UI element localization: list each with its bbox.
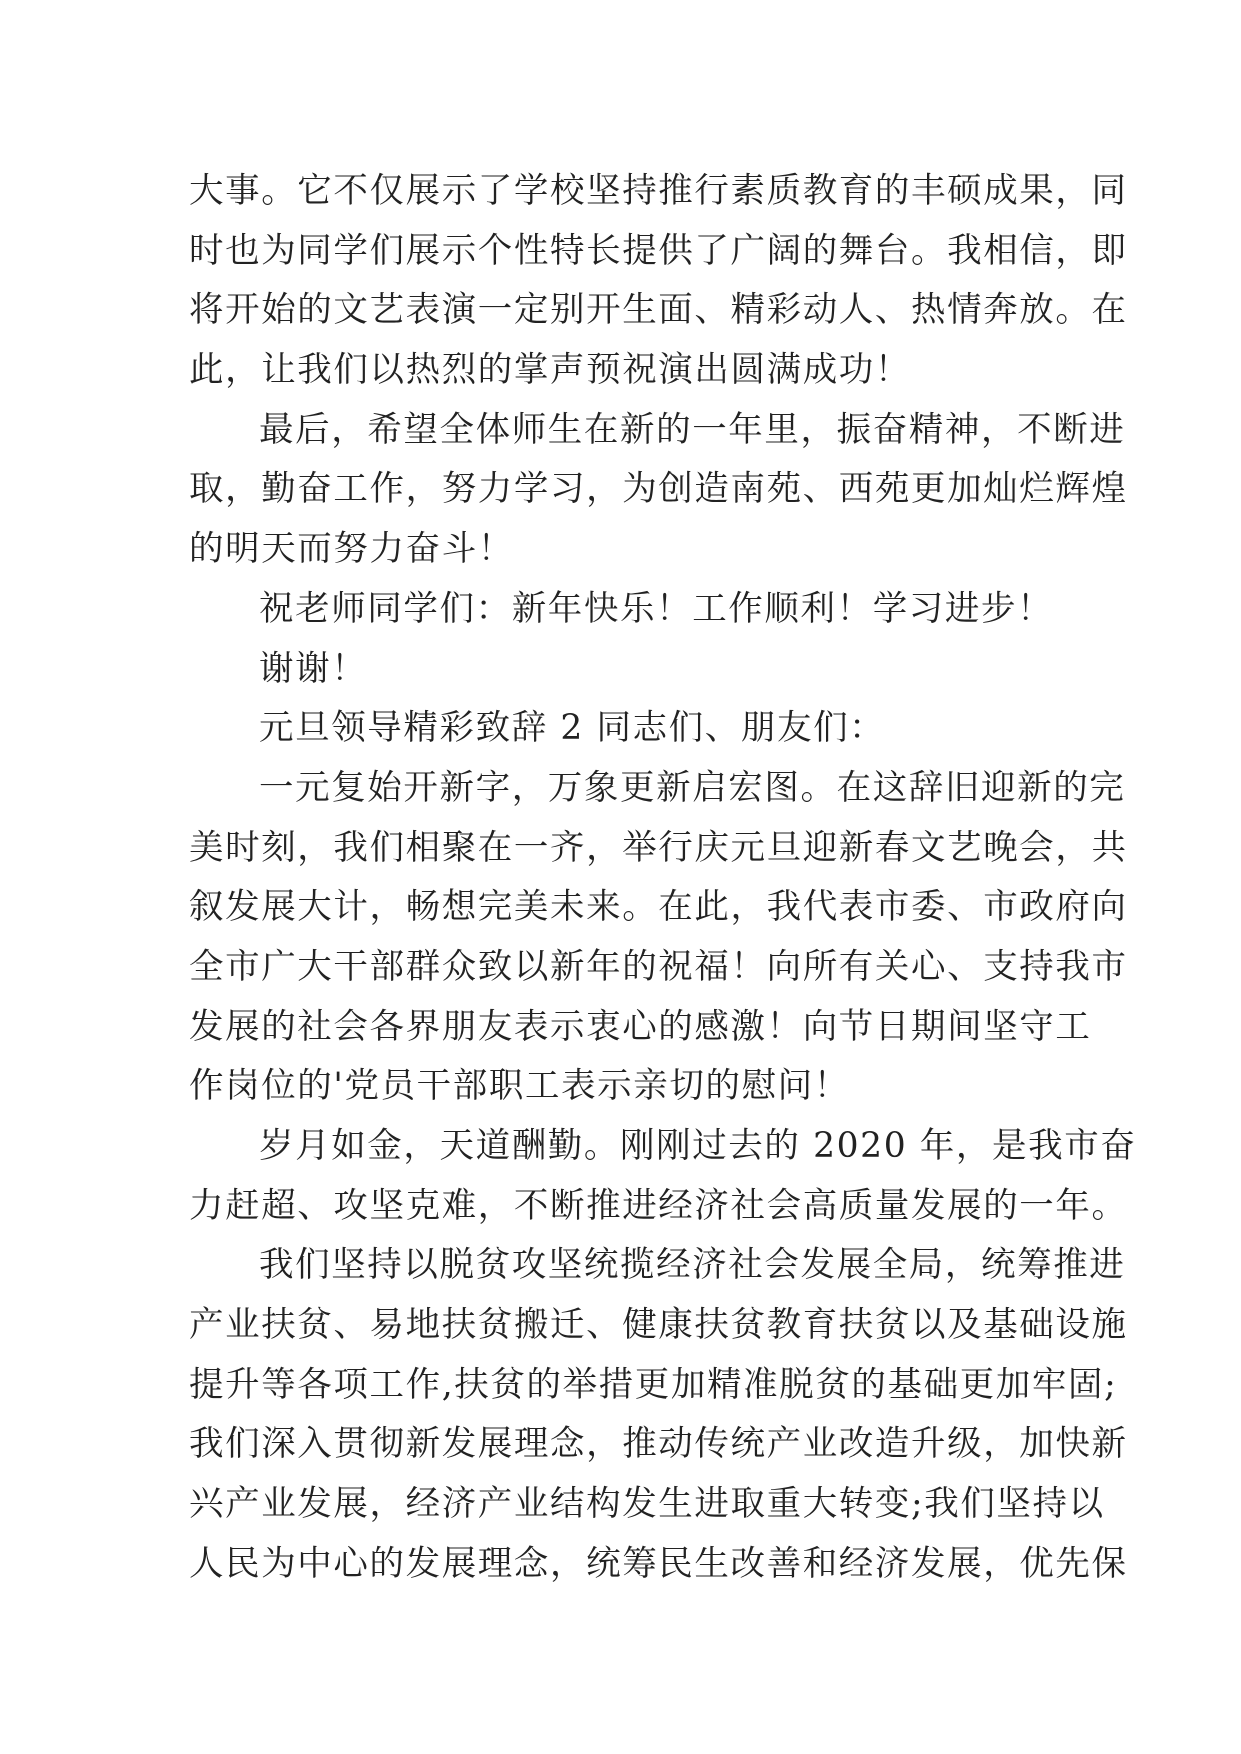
text-line: 兴产业发展，经济产业结构发生进取重大转变;我们坚持以 bbox=[189, 1484, 1105, 1525]
section-heading-line: 元旦领导精彩致辞 2 同志们、朋友们： bbox=[259, 708, 886, 749]
paragraph-start-line: 谢谢！ bbox=[259, 648, 368, 689]
paragraph-start-line: 一元复始开新字，万象更新启宏图。在这辞旧迎新的完 bbox=[259, 767, 1126, 808]
text-line: 全市广大干部群众致以新年的祝福！向所有关心、支持我市 bbox=[189, 946, 1128, 987]
text-line: 力赶超、攻坚克难，不断推进经济社会高质量发展的一年。 bbox=[189, 1185, 1128, 1226]
text-line: 美时刻，我们相聚在一齐，举行庆元旦迎新春文艺晚会，共 bbox=[189, 827, 1128, 868]
text-line: 提升等各项工作,扶贫的举措更加精准脱贫的基础更加牢固; bbox=[189, 1364, 1118, 1405]
text-line: 人民为中心的发展理念，统筹民生改善和经济发展，优先保 bbox=[189, 1543, 1128, 1584]
text-line: 大事。它不仅展示了学校坚持推行素质教育的丰硕成果，同 bbox=[189, 171, 1128, 211]
body-text bbox=[189, 162, 1137, 1595]
text-line: 我们深入贯彻新发展理念，推动传统产业改造升级，加快新 bbox=[189, 1424, 1128, 1465]
paragraph-start-line: 祝老师同学们：新年快乐！工作顺利！学习进步！ bbox=[259, 588, 1054, 629]
text-line: 发展的社会各界朋友表示衷心的感激！向节日期间坚守工 bbox=[189, 1006, 1092, 1047]
text-line: 叙发展大计，畅想完美未来。在此，我代表市委、市政府向 bbox=[189, 887, 1128, 928]
text-line: 此，让我们以热烈的掌声预祝演出圆满成功！ bbox=[189, 350, 911, 391]
paragraph-start-line: 岁月如金，天道酬勤。刚刚过去的 2020 年，是我市奋 bbox=[259, 1126, 1137, 1166]
text-line: 时也为同学们展示个性特长提供了广阔的舞台。我相信，即 bbox=[189, 230, 1128, 271]
paragraph-start-line: 我们坚持以脱贫攻坚统揽经济社会发展全局，统筹推进 bbox=[259, 1245, 1126, 1286]
text-line: 的明天而努力奋斗！ bbox=[189, 529, 514, 570]
text-line: 作岗位的'党员干部职工表示亲切的慰问！ bbox=[189, 1066, 850, 1107]
text-line: 将开始的文艺表演一定别开生面、精彩动人、热情奔放。在 bbox=[189, 290, 1128, 331]
text-line: 产业扶贫、易地扶贫搬迁、健康扶贫教育扶贫以及基础设施 bbox=[189, 1305, 1128, 1346]
text-line: 取，勤奋工作，努力学习，为创造南苑、西苑更加灿烂辉煌 bbox=[189, 469, 1128, 510]
paragraph-start-line: 最后，希望全体师生在新的一年里，振奋精神，不断进 bbox=[259, 409, 1126, 450]
